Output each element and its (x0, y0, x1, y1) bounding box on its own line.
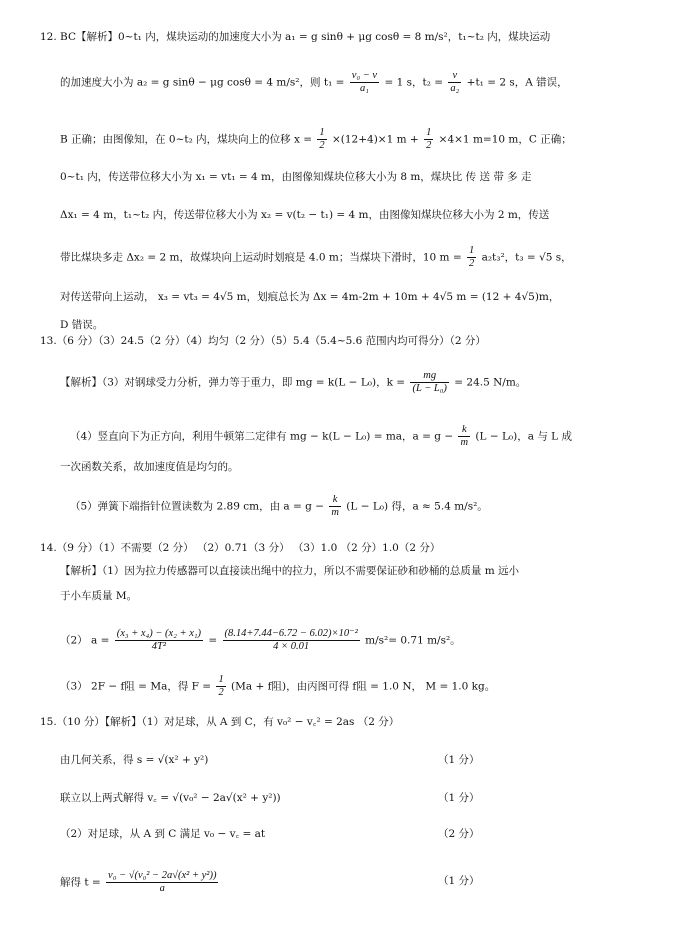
q12-line-1 (40, 30, 550, 44)
fraction-denominator: m (460, 437, 469, 448)
q13-text-2b: (L − L₀)，a 与 L 成 (475, 430, 572, 443)
fraction-denominator: 2 (218, 687, 224, 698)
q14-text-2: 于小车质量 M。 (60, 590, 138, 602)
score-label: （1 分） (438, 754, 480, 766)
q12-line-7 (60, 290, 559, 304)
score-label: （1 分） (438, 792, 480, 804)
q14-text-3a: （2） a = (60, 634, 110, 647)
fraction-denominator: m (331, 507, 339, 518)
q12-line-2 (60, 70, 568, 95)
q12-text-2b: = 1 s，t₂ = (384, 76, 444, 89)
q15-score-1 (438, 753, 480, 767)
q13-text-2a: （4）竖直向下为正方向，利用牛顿第二定律有 mg − k(L − L₀) = ma，a = g − (70, 430, 454, 443)
q13-text-4a: （5）弹簧下端指针位置读数为 2.89 cm，由 a = g − (70, 500, 324, 513)
q15-line-4 (60, 870, 220, 895)
fraction-denominator: (L − L₀) (412, 383, 447, 394)
q13-text-3: 一次函数关系，故加速度值是均匀的。 (60, 461, 239, 473)
q12-text-7: 对传送带向上运动， x₃ = vt₃ = 4√5 m，划痕总长为 Δx = 4m-2m + 10m + 4√5 m = (12 + 4√5)m， (60, 291, 560, 303)
q13-header (40, 334, 486, 348)
q12-text-6a: 带比煤块多走 Δx₂ = 2 m，故煤块向上运动时划痕是 4.0 m；当煤块下滑时，10 m = (60, 251, 462, 264)
q14-header (40, 541, 440, 555)
fraction-acceleration-values (223, 628, 360, 653)
fraction-denominator: 2 (468, 258, 475, 269)
q13-line-2 (70, 424, 572, 449)
fraction-half (424, 127, 433, 152)
q15-text-3: （2）对足球，从 A 到 C 满足 v₀ − v꜀ = at (60, 828, 266, 840)
fraction-denominator: 2 (426, 140, 432, 151)
fraction-numerator: v₀ − v (351, 70, 378, 81)
q15-score-3 (438, 827, 480, 841)
fraction-t2 (448, 70, 461, 95)
q12-text-1: 12. BC【解析】0~t₁ 内，煤块运动的加速度大小为 a₁ = g sinθ + μg cosθ = 8 m/s²，t₁~t₂ 内，煤块运动 (40, 31, 551, 43)
q13-text-1a: 【解析】（3）对钢球受力分析，弹力等于重力，即 mg = k(L − L₀)，k = (60, 376, 406, 389)
fraction-numerator: v (448, 70, 461, 83)
fraction-k (410, 370, 448, 395)
q14-line-4 (60, 674, 495, 699)
fraction-half (467, 245, 476, 270)
q12-text-2c: +t₁ = 2 s，A 错误， (466, 76, 568, 89)
q12-text-2a: 的加速度大小为 a₂ = g sinθ − μg cosθ = 4 m/s²，则 t₁ = (60, 76, 345, 89)
q12-text-3c: ×4×1 m=10 m，C 正确； (438, 133, 572, 146)
q12-text-4: 0~t₁ 内，传送带位移大小为 x₁ = vt₁ = 4 m，由图像知煤块位移大小为 8 m，煤块比 传 送 带 多 走 (60, 171, 532, 183)
q15-line-1 (60, 753, 208, 767)
q15-head-text: 15.（10 分）【解析】（1）对足球，从 A 到 C，有 v₀² − v꜀² = 2as （2 分） (40, 716, 400, 728)
fraction-t1 (350, 70, 379, 95)
q15-line-2 (60, 791, 281, 805)
fraction-denominator: 2 (319, 140, 325, 151)
fraction-denominator: 4T² (151, 641, 167, 652)
fraction-k-over-m (458, 424, 470, 449)
q12-text-5: Δx₁ = 4 m，t₁~t₂ 内，传送带位移大小为 x₂ = v(t₂ − t₁) = 4 m，由图像知煤块位移大小为 2 m，传送 (60, 209, 550, 221)
q13-head-text: 13.（6 分）（3）24.5（2 分）（4）均匀（2 分）（5）5.4（5.4~5.6 范围内均可得分）（2 分） (40, 335, 486, 347)
q12-line-4 (60, 170, 532, 184)
fraction-numerator: 1 (426, 127, 432, 138)
q14-line-2 (60, 589, 137, 603)
q13-line-1 (60, 370, 526, 395)
fraction-numerator: 1 (468, 245, 475, 256)
q14-text-4a: （3） 2F − f阻 = Ma，得 F = (60, 680, 212, 693)
fraction-denominator: a₂ (450, 83, 460, 94)
q15-score-4 (438, 874, 480, 888)
q15-header (40, 715, 399, 729)
q12-text-8: D 错误。 (60, 319, 104, 331)
score-label: （1 分） (438, 875, 480, 887)
q14-head-text: 14.（9 分）（1）不需要（2 分） （2）0.71（3 分） （3）1.0 （2 分）1.0（2 分） (40, 542, 441, 554)
q12-text-3b: ×(12+4)×1 m + (331, 133, 419, 146)
fraction-acceleration-formula (115, 628, 203, 653)
q13-line-4 (70, 494, 488, 519)
fraction-numerator: k (329, 494, 341, 507)
fraction-denominator: a (159, 883, 165, 894)
q13-line-3 (60, 460, 239, 474)
fraction-numerator: 1 (218, 674, 224, 685)
q14-text-4b: (Ma + f阻)，由丙图可得 f阻 = 1.0 N， M = 1.0 kg。 (231, 680, 496, 693)
fraction-k-over-m (329, 494, 341, 519)
fraction-numerator: v₀ − √(v₀² − 2a√(x² + y²)) (108, 870, 217, 881)
q14-text-1: 【解析】（1）因为拉力传感器可以直接读出绳中的拉力，所以不需要保证砂和砂桶的总质量 m 远小 (60, 565, 520, 577)
q13-text-1b: = 24.5 N/m。 (454, 376, 527, 389)
q15-text-1: 由几何关系，得 s = √(x² + y²) (60, 754, 209, 766)
score-label: （2 分） (438, 828, 480, 840)
q15-score-2 (438, 791, 480, 805)
q15-text-4a: 解得 t = (60, 876, 101, 889)
q12-text-6b: a₂t₃²，t₃ = √5 s， (481, 251, 572, 264)
fraction-numerator: (x₃ + x₄) − (x₂ + x₁) (116, 628, 202, 639)
fraction-half (317, 127, 326, 152)
fraction-numerator: 1 (319, 127, 325, 138)
q12-line-8 (60, 318, 103, 332)
q15-line-3 (60, 827, 265, 841)
fraction-numerator: mg (410, 370, 448, 383)
q14-line-3 (60, 628, 461, 653)
q13-text-4b: (L − L₀) 得，a ≈ 5.4 m/s²。 (346, 500, 488, 513)
fraction-denominator: a₁ (359, 83, 369, 94)
fraction-time-solution (106, 870, 218, 895)
q14-text-3c: m/s²= 0.71 m/s²。 (365, 634, 461, 647)
fraction-denominator: 4 × 0.01 (273, 641, 310, 652)
fraction-numerator: (8.14+7.44−6.72 − 6.02)×10⁻² (224, 628, 358, 639)
q14-line-1 (60, 564, 519, 578)
q14-text-3b: = (208, 634, 218, 647)
q12-line-6 (60, 245, 572, 270)
q15-text-2: 联立以上两式解得 v꜀ = √(v₀² − 2a√(x² + y²)) (60, 792, 281, 804)
q12-line-3 (60, 127, 572, 152)
q12-text-3a: B 正确；由图像知，在 0~t₂ 内，煤块向上的位移 x = (60, 133, 313, 146)
fraction-half (216, 674, 225, 699)
q12-line-5 (60, 208, 549, 222)
fraction-numerator: k (458, 424, 470, 437)
